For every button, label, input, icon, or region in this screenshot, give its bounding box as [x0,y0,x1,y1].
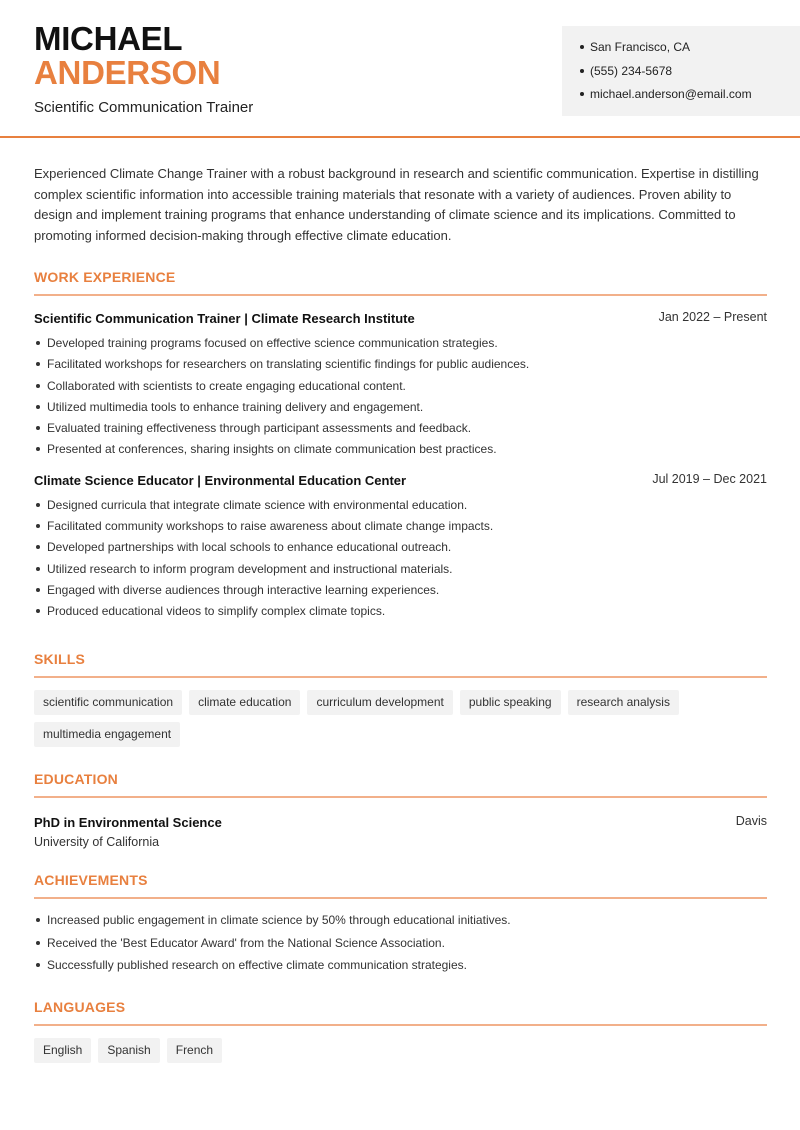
contact-location: San Francisco, CA [580,38,800,62]
list-item: Developed partnerships with local schools to enhance educational outreach. [34,538,767,559]
job-dates: Jul 2019 – Dec 2021 [652,471,767,486]
section-title: LANGUAGES [34,998,767,1026]
list-item: Engaged with diverse audiences through interactive learning experiences. [34,581,767,602]
section-title: EDUCATION [34,770,767,798]
language-tag: English [34,1038,91,1063]
section-title: SKILLS [34,650,767,678]
list-item: Developed training programs focused on effective science communication strategies. [34,334,767,355]
first-name: MICHAEL [34,20,183,57]
languages-list [34,1038,767,1063]
job-entry [34,472,767,624]
work-experience-section [34,268,767,624]
skill-tag: climate education [189,690,300,715]
list-item: Received the 'Best Educator Award' from the National Science Association. [34,934,767,957]
last-name: ANDERSON [34,54,221,91]
job-entry [34,310,767,462]
contact-phone: (555) 234-5678 [580,62,800,86]
skill-tag: multimedia engagement [34,722,180,747]
skill-tag: public speaking [460,690,561,715]
contact-box [562,26,800,116]
list-item: Evaluated training effectiveness through participant assessments and feedback. [34,419,767,440]
contact-email[interactable]: michael.anderson@email.com [580,85,800,109]
job-dates: Jan 2022 – Present [658,310,767,324]
school-name: University of California [34,835,160,849]
list-item: Facilitated community workshops to raise awareness about climate change impacts. [34,517,767,538]
skill-tag: curriculum development [307,690,452,715]
job-title: Scientific Communication Trainer [34,99,254,116]
job-role: Scientific Communication Trainer | Climate Research Institute [34,311,415,326]
education-section [34,770,767,849]
skill-tag: scientific communication [34,690,182,715]
list-item: Designed curricula that integrate climate science with environmental education. [34,496,767,517]
skill-tag: research analysis [568,690,679,715]
list-item: Utilized research to inform program development and instructional materials. [34,560,767,581]
list-item: Successfully published research on effective climate communication strategies. [34,956,767,979]
list-item: Collaborated with scientists to create engaging educational content. [34,377,767,398]
language-tag: French [167,1038,222,1063]
section-title: ACHIEVEMENTS [34,871,767,899]
professional-summary: Experienced Climate Change Trainer with a robust background in research and scientific communication. Expertise in distilling complex scientific information into accessible training materials that resonate with a variety of audiences. Proven ability to design and implement training programs that enhance understanding of climate science and its implications. Committed to promoting informed decision-making through effective climate education. [34,166,759,244]
list-item: Facilitated workshops for researchers on translating scientific findings for public audiences. [34,355,767,376]
list-item: Presented at conferences, sharing insights on climate communication best practices. [34,440,767,461]
degree: PhD in Environmental Science [34,815,222,830]
job-role: Climate Science Educator | Environmental Education Center [34,472,407,488]
languages-section [34,998,767,1063]
list-item: Produced educational videos to simplify complex climate topics. [34,602,767,623]
candidate-name [34,22,220,90]
skills-list [34,690,767,747]
achievements-section [34,871,767,979]
section-title: WORK EXPERIENCE [34,268,767,296]
resume-header [0,0,800,138]
list-item: Utilized multimedia tools to enhance training delivery and engagement. [34,398,767,419]
list-item: Increased public engagement in climate science by 50% through educational initiatives. [34,911,767,934]
language-tag: Spanish [98,1038,159,1063]
skills-section [34,650,767,747]
education-location: Davis [735,814,767,828]
